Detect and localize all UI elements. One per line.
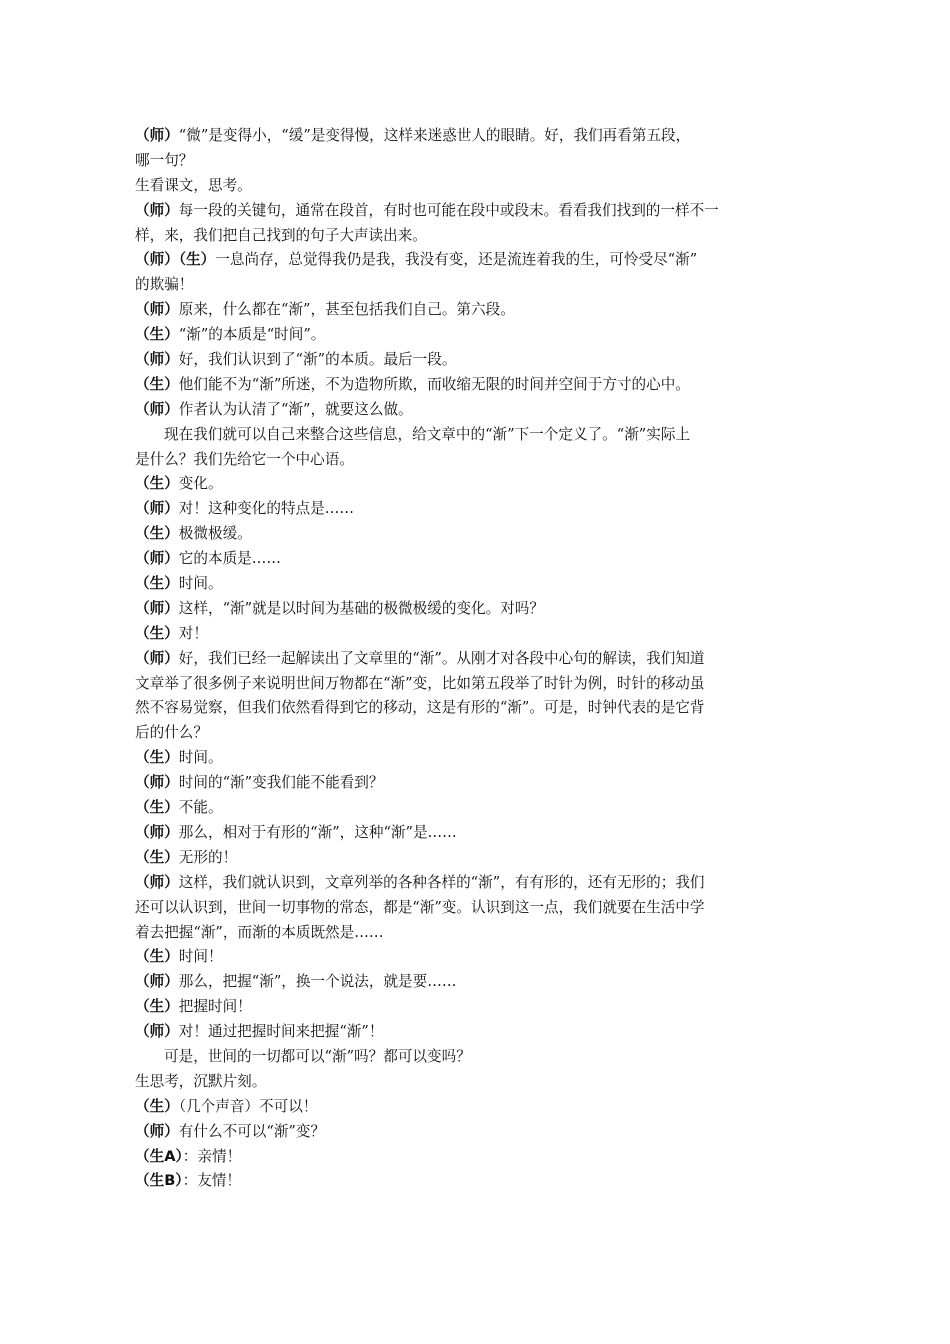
- line-text: 他们能不为“渐”所迷，不为造物所欺，而收缩无限的时间并空间于方寸的心中。: [178, 375, 690, 393]
- speaker-label: （师）: [135, 127, 179, 144]
- speaker-label: （师）: [135, 550, 179, 568]
- text-line: [135, 597, 810, 622]
- text-line: [135, 1045, 810, 1070]
- text-line: [135, 921, 810, 946]
- line-text: 现在我们就可以自己来整合这些信息，给文章中的“渐”下一个定义了。“渐”实际上: [164, 425, 691, 443]
- text-line: [135, 721, 810, 746]
- line-text: 对！通过把握时间来把握“渐”！: [178, 1023, 384, 1041]
- text-line: [135, 572, 810, 597]
- speaker-label: （生）: [135, 848, 179, 866]
- line-text: 一息尚存，总觉得我仍是我，我没有变，还是流连着我的生，可怜受尽“渐”: [215, 251, 698, 269]
- line-text: 生看课文，思考。: [135, 176, 252, 194]
- line-text: 变化。: [178, 475, 223, 493]
- text-line: [135, 796, 810, 821]
- text-line: [135, 448, 810, 473]
- line-text: 不能。: [178, 799, 223, 817]
- speaker-label: （师）: [135, 351, 179, 369]
- speaker-label: （师）: [135, 873, 179, 891]
- speaker-label: （师）: [135, 1122, 179, 1140]
- document-body: [135, 124, 810, 1194]
- text-line: [135, 672, 810, 697]
- text-line: [135, 423, 810, 448]
- text-line: [135, 348, 810, 373]
- line-text: 生思考，沉默片刻。: [135, 1072, 267, 1090]
- text-line: [135, 547, 810, 572]
- text-line: [135, 821, 810, 846]
- text-line: [135, 522, 810, 547]
- text-line: [135, 1145, 810, 1170]
- text-line: [135, 124, 810, 149]
- line-text: 好，我们已经一起解读出了文章里的“渐”。从刚才对各段中心句的解读，我们知道: [178, 649, 705, 667]
- text-line: [135, 1095, 810, 1120]
- speaker-label: （生B）: [135, 1172, 183, 1190]
- speaker-label: （师）: [135, 973, 179, 991]
- text-line: [135, 846, 810, 871]
- speaker-label: （生）: [135, 475, 179, 493]
- line-text: 着去把握“渐”，而渐的本质既然是……: [135, 923, 384, 941]
- text-line: [135, 970, 810, 995]
- speaker-label: （生）: [135, 799, 179, 817]
- text-line: [135, 323, 810, 348]
- text-line: [135, 398, 810, 423]
- speaker-label: （生）: [135, 575, 179, 593]
- text-line: [135, 373, 810, 398]
- speaker-label: （师）（生）: [135, 251, 216, 269]
- text-line: [135, 273, 810, 298]
- text-line: [135, 1070, 810, 1095]
- line-text: 那么，相对于有形的“渐”，这种“渐”是……: [178, 823, 457, 841]
- line-text: 还可以认识到，世间一切事物的常态，都是“渐”变。认识到这一点，我们就要在生活中学: [135, 898, 705, 916]
- speaker-label: （师）: [135, 301, 179, 319]
- speaker-label: （师）: [135, 649, 179, 667]
- text-line: [135, 622, 810, 647]
- speaker-label: （师）: [135, 1023, 179, 1041]
- text-line: [135, 472, 810, 497]
- line-text: 是什么？我们先给它一个中心语。: [135, 450, 354, 468]
- line-text: 原来，什么都在“渐”，甚至包括我们自己。第六段。: [178, 301, 515, 319]
- text-line: [135, 174, 810, 199]
- line-text: “渐”的本质是“时间”。: [178, 326, 326, 344]
- text-line: [135, 896, 810, 921]
- speaker-label: （生）: [135, 375, 179, 393]
- text-line: [135, 497, 810, 522]
- speaker-label: （师）: [135, 201, 179, 219]
- line-text: 时间！: [178, 948, 223, 966]
- line-text: 样，来，我们把自己找到的句子大声读出来。: [135, 226, 427, 244]
- text-line: [135, 199, 810, 224]
- line-text: 无形的！: [178, 848, 238, 866]
- text-line: [135, 995, 810, 1020]
- line-text: 好，我们认识到了“渐”的本质。最后一段。: [178, 351, 457, 369]
- text-line: [135, 871, 810, 896]
- speaker-label: （生）: [135, 998, 179, 1016]
- line-text: 这样，我们就认识到，文章列举的各种各样的“渐”，有有形的，还有无形的；我们: [178, 873, 705, 891]
- line-text: 每一段的关键句，通常在段首，有时也可能在段中或段末。看看我们找到的一样不一: [178, 201, 719, 219]
- text-line: [135, 945, 810, 970]
- line-text: ：亲情！: [182, 1147, 242, 1165]
- line-text: 时间。: [178, 749, 223, 767]
- line-text: 时间。: [178, 575, 223, 593]
- line-text: ：友情！: [182, 1172, 241, 1190]
- line-text: 对！这种变化的特点是……: [178, 500, 354, 518]
- line-text: 对！: [178, 624, 208, 642]
- text-line: [135, 746, 810, 771]
- text-line: [135, 696, 810, 721]
- speaker-label: （师）: [135, 774, 179, 792]
- line-text: 时间的“渐”变我们能不能看到？: [178, 774, 384, 792]
- line-text: 那么，把握“渐”，换一个说法，就是要……: [178, 973, 457, 991]
- text-line: [135, 1120, 810, 1145]
- line-text: 这样，“渐”就是以时间为基础的极微极缓的变化。对吗？: [178, 599, 544, 617]
- text-line: [135, 248, 810, 273]
- line-text: 文章举了很多例子来说明世间万物都在“渐”变，比如第五段举了时针为例，时针的移动虽: [135, 674, 705, 692]
- line-text: 然不容易觉察，但我们依然看得到它的移动，这是有形的“渐”。可是，时钟代表的是它背: [135, 699, 705, 717]
- speaker-label: （生）: [135, 1097, 179, 1115]
- text-line: [135, 149, 810, 174]
- text-line: [135, 1169, 810, 1194]
- text-line: [135, 298, 810, 323]
- text-line: [135, 1020, 810, 1045]
- text-line: [135, 771, 810, 796]
- line-text: 哪一句？: [135, 151, 194, 169]
- line-text: 可是，世间的一切都可以“渐”吗？都可以变吗？: [164, 1047, 471, 1065]
- speaker-label: （生）: [135, 948, 179, 966]
- line-text: 有什么不可以“渐”变？: [178, 1122, 326, 1140]
- line-text: 它的本质是……: [178, 550, 281, 568]
- text-line: [135, 647, 810, 672]
- speaker-label: （生）: [135, 326, 179, 344]
- speaker-label: （生）: [135, 624, 179, 642]
- line-text: 后的什么？: [135, 724, 208, 742]
- speaker-label: （生A）: [135, 1147, 183, 1165]
- text-line: [135, 224, 810, 249]
- line-text: 作者认为认清了“渐”，就要这么做。: [178, 400, 413, 418]
- line-text: 的欺骗！: [135, 276, 194, 294]
- speaker-label: （师）: [135, 400, 179, 418]
- speaker-label: （生）: [135, 525, 179, 543]
- line-text: 把握时间！: [178, 998, 252, 1016]
- line-text: 极微极缓。: [178, 525, 252, 543]
- line-text: （几个声音）不可以！: [178, 1097, 318, 1115]
- speaker-label: （师）: [135, 599, 179, 617]
- line-text: “微”是变得小，“缓”是变得慢，这样来迷惑世人的眼睛。好，我们再看第五段，: [178, 127, 691, 144]
- speaker-label: （师）: [135, 823, 179, 841]
- speaker-label: （生）: [135, 749, 179, 767]
- speaker-label: （师）: [135, 500, 179, 518]
